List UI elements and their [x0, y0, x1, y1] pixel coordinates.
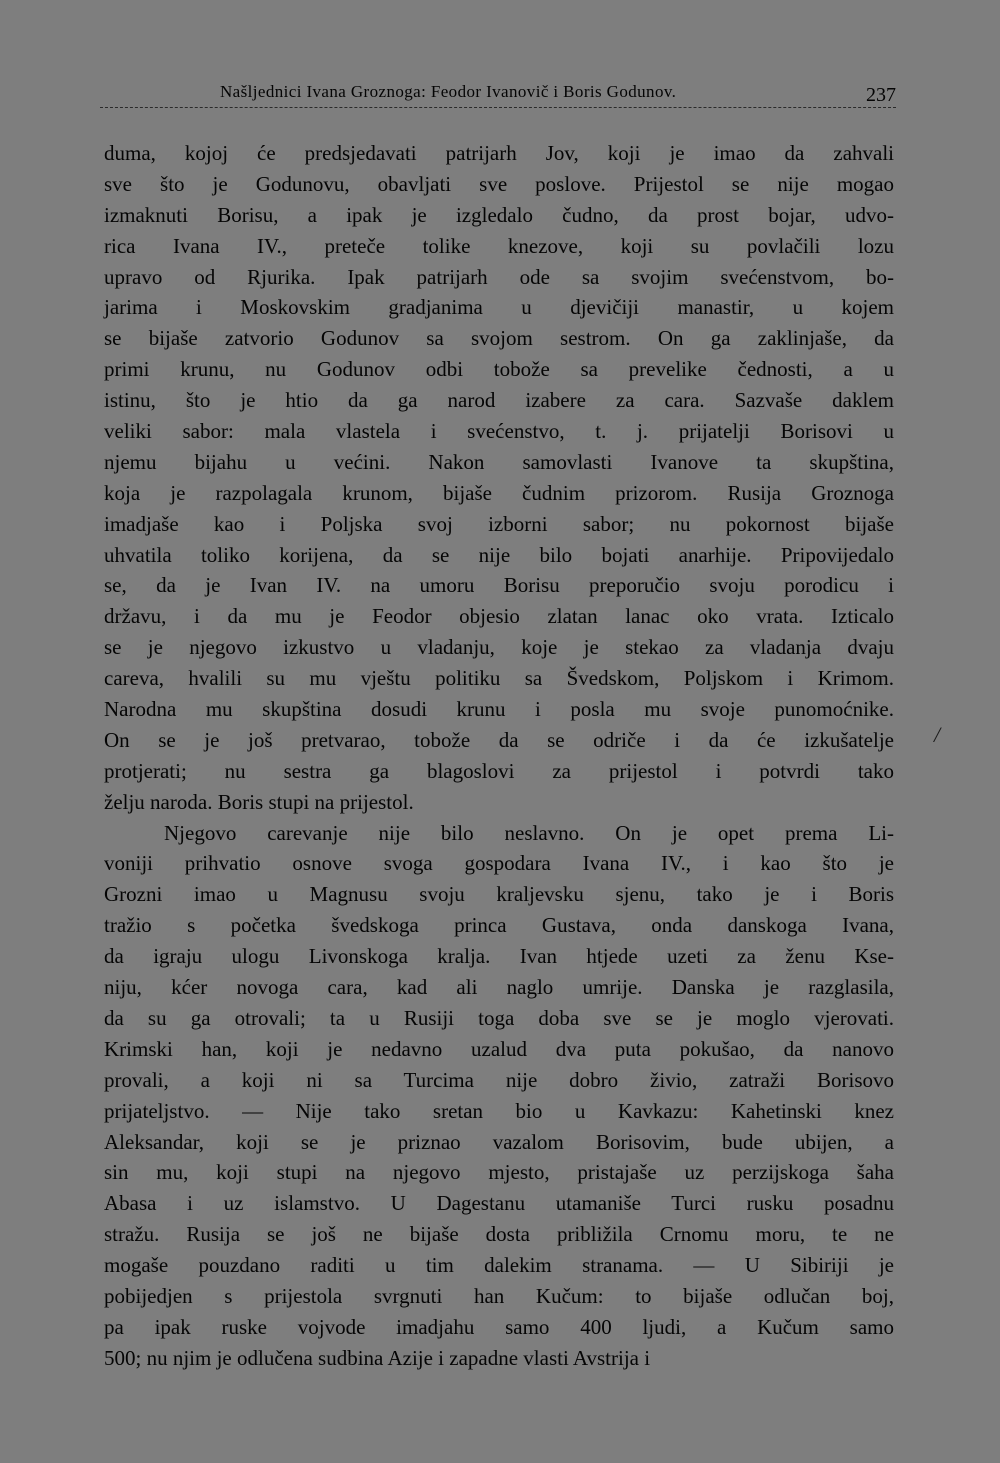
text-line: Njegovo carevanje nije bilo neslavno. On je opet prema Li- [164, 820, 894, 845]
text-line: da igraju ulogu Livonskoga kralja. Ivan htjede uzeti za ženu Kse- [104, 944, 894, 969]
text-line: duma, kojoj će predsjedavati patrijarh Jov, koji je imao da zahvali [104, 141, 894, 165]
text-line: Aleksandar, koji se je priznao vazalom Borisovim, bude ubijen, a [104, 1129, 894, 1154]
text-line: državu, i da mu je Feodor objesio zlatan lanac oko vrata. Izticalo [104, 604, 894, 629]
text-line: se je njegovo izkustvo u vladanju, koje je stekao za vladanja dvaju [104, 635, 894, 660]
text-line: uhvatila toliko korijena, da se nije bilo bojati anarhije. Pripovijedalo [104, 542, 894, 567]
text-line: istinu, što je htio da ga narod izabere za cara. Sazvaše daklem [104, 388, 894, 413]
text-line: Grozni imao u Magnusu svoju kraljevsku sjenu, tako je i Boris [104, 882, 894, 907]
text-line: da su ga otrovali; ta u Rusiji toga doba sve se je moglo vjerovati. [104, 1005, 894, 1030]
text-line: primi krunu, nu Godunov odbi tobože sa prevelike čednosti, a u [104, 357, 894, 382]
text-line: prijateljstvo. — Nije tako sretan bio u Kavkazu: Kahetinski knez [104, 1098, 894, 1123]
text-line: voniji prihvatio osnove svoga gospodara Ivana IV., i kao što je [104, 851, 894, 876]
text-line: On se je još pretvarao, tobože da se odriče i da će izkušatelje [104, 727, 894, 752]
text-line: se bijaše zatvorio Godunov sa svojom sestrom. On ga zaklinjaše, da [104, 326, 894, 351]
text-line: careva, hvalili su mu vještu politiku sa Švedskom, Poljskom i Krimom. [104, 666, 894, 691]
text-line: veliki sabor: mala vlastela i svećenstvo, t. j. prijatelji Borisovi u [104, 419, 894, 444]
text-line: upravo od Rjurika. Ipak patrijarh ode sa svojim svećenstvom, bo- [104, 264, 894, 289]
page-number: 237 [866, 84, 896, 106]
text-line: želju naroda. Boris stupi na prijestol. [104, 789, 414, 814]
text-line: pa ipak ruske vojvode imadjahu samo 400 ljudi, a Kučum samo [104, 1314, 894, 1339]
text-line: imadjaše kao i Poljska svoj izborni sabor; nu pokornost bijaše [104, 511, 894, 536]
running-title: Našljednici Ivana Groznoga: Feodor Ivanovič i Boris Godunov. [220, 82, 677, 101]
text-line: tražio s početka švedskoga princa Gustava, onda danskoga Ivana, [104, 913, 894, 938]
text-line: Krimski han, koji je nedavno uzalud dva puta pokušao, da nanovo [104, 1036, 894, 1061]
text-line: rica Ivana IV., preteče tolike knezove, koji su povlačili lozu [104, 233, 894, 258]
body-text [104, 138, 894, 1374]
text-line: sin mu, koji stupi na njegovo mjesto, pristajaše uz perzijskoga šaha [104, 1160, 894, 1185]
text-line: sve što je Godunovu, obavljati sve poslove. Prijestol se nije mogao [104, 171, 894, 196]
text-line: protjerati; nu sestra ga blagoslovi za prijestol i potvrdi tako [104, 758, 894, 783]
text-line: 500; nu njim je odlučena sudbina Azije i zapadne vlasti Avstrija i [104, 1345, 651, 1370]
text-line: Narodna mu skupština dosudi krunu i posla mu svoje punomoćnike. [104, 697, 894, 722]
text-line: Abasa i uz islamstvo. U Dagestanu utamaniše Turci rusku posadnu [104, 1191, 894, 1216]
text-line: stražu. Rusija se još ne bijaše dosta približila Crnomu moru, te ne [104, 1222, 894, 1247]
text-line: njemu bijahu u većini. Nakon samovlasti Ivanove ta skupština, [104, 449, 894, 474]
text-line: provali, a koji ni sa Turcima nije dobro živio, zatraži Borisovo [104, 1067, 894, 1092]
header-rule [100, 107, 896, 108]
text-line: izmaknuti Borisu, a ipak je izgledalo čudno, da prost bojar, udvo- [104, 202, 894, 227]
running-header [100, 80, 896, 110]
text-line: pobijedjen s prijestola svrgnuti han Kučum: to bijaše odlučan boj, [104, 1283, 894, 1308]
text-line: jarima i Moskovskim gradjanima u djevičiji manastir, u kojem [104, 295, 894, 320]
text-line: koja je razpolagala krunom, bijaše čudnim prizorom. Rusija Groznoga [104, 480, 894, 505]
text-line: se, da je Ivan IV. na umoru Borisu preporučio svoju porodicu i [104, 573, 894, 598]
text-line: niju, kćer novoga cara, kad ali naglo umrije. Danska je razglasila, [104, 975, 894, 1000]
margin-pencil-mark: / [934, 722, 941, 747]
text-line: mogaše pouzdano raditi u tim dalekim stranama. — U Sibiriji je [104, 1253, 894, 1278]
